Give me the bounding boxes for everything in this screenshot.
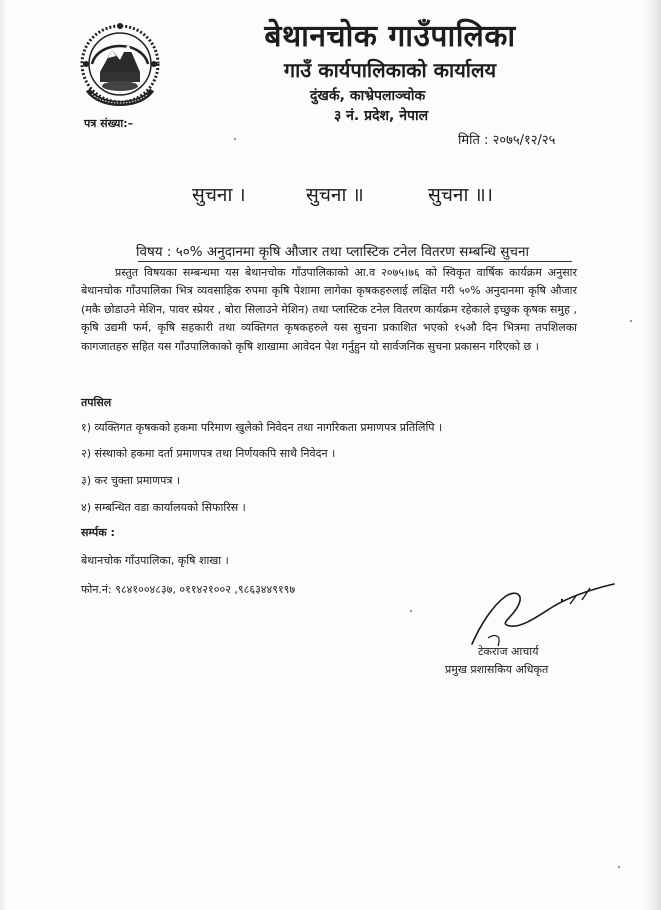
scan-speck [410,610,412,612]
contact-heading: सर्म्पक : [81,526,115,539]
details-item-4: ४) सम्बन्धित वडा कार्यालयको सिफारिस । [81,501,246,514]
scan-edge-right [643,0,661,910]
details-item-1: १) व्यक्तिगत कृषकको हकमा परिमाण खुलेको निवेदन तथा नागरिकता प्रमाणपत्र प्रतिलिपि । [81,421,443,434]
signatory-name: टेकराज आचार्य [478,645,539,658]
scan-edge-left [0,0,6,910]
municipality-title: बेथानचोक गाउँपालिका [264,19,516,54]
details-item-2: २) संस्थाको हकमा दर्ता प्रमाणपत्र तथा निर्णयकपि साथै निवेदन । [81,447,336,460]
address-line-1: दुंखर्क, काभ्रेपलाञ्चोक [310,88,426,104]
scan-speck [234,138,236,140]
subject-line: विषय : ५०% अनुदानमा कृषि औजार तथा प्लास्टिक टनेल वितरण सम्बन्धि सुचना [136,244,529,260]
notice-heading-2: सुचना ॥ [306,184,364,206]
details-item-3: ३) कर चुक्ता प्रमाणपत्र । [81,474,181,487]
letter-date: मिति : २०७५/१२/२५ [458,133,556,148]
contact-office: बेथानचोक गाँउपालिका, कृषि शाखा । [81,554,229,567]
nepal-emblem-seal [78,20,162,110]
subject-underline [138,261,572,262]
notice-heading-1: सुचना । [192,184,246,206]
address-line-2: ३ नं. प्रदेश, नेपाल [334,108,429,124]
scan-speck [630,320,632,322]
notice-heading-3: सुचना ॥। [428,184,493,206]
reference-number-label: पत्र संख्या:– [84,117,134,130]
signatory-title: प्रमुख प्रशासकिय अधिकृत [445,663,549,676]
contact-phone: फोन.नं: ९८४१००४८३७, ०११४२१००२ ,९८६३४४९१९७ [81,583,296,596]
scan-speck [618,866,620,868]
details-heading: तपसिल [81,396,112,409]
office-subtitle: गाउँ कार्यपालिकाको कार्यालय [283,58,497,82]
body-paragraph: प्रस्तुत विषयका सम्बन्धमा यस बेथानचोक गाँउपालिकाको आ.व २०७५।७६ को स्विकृत वार्षिक कार्यक्रम अनुसार बेथानचोक गाँउपालिका भित्र व्यवसाहिक रुपमा कृषि पेशामा लागेका कृषकहरुलाई लक्षित गरी ५०% अनुदानमा कृषि औजार (मकै छोडाउने मेशिन, पावर स्प्रेयर , बोरा सिलाउने मेशिन) तथा प्लास्टिक टनेल वितरण कार्यक्रम रहेकाले इच्छुक कृषक समुह , कृषि उद्यमी फर्म, कृषि सहकारी तथा व्यक्तिगत कृषकहरुले यस सुचना प्रकाशित भएको १५औ दिन भित्रमा तपशिलका कागजातहरु सहित यस गाँउपालिकाको कृषि शाखामा आवेदन पेश गर्नुहुन यो सार्वजनिक सुचना प्रकासन गरिएको छ । [81,266,577,353]
